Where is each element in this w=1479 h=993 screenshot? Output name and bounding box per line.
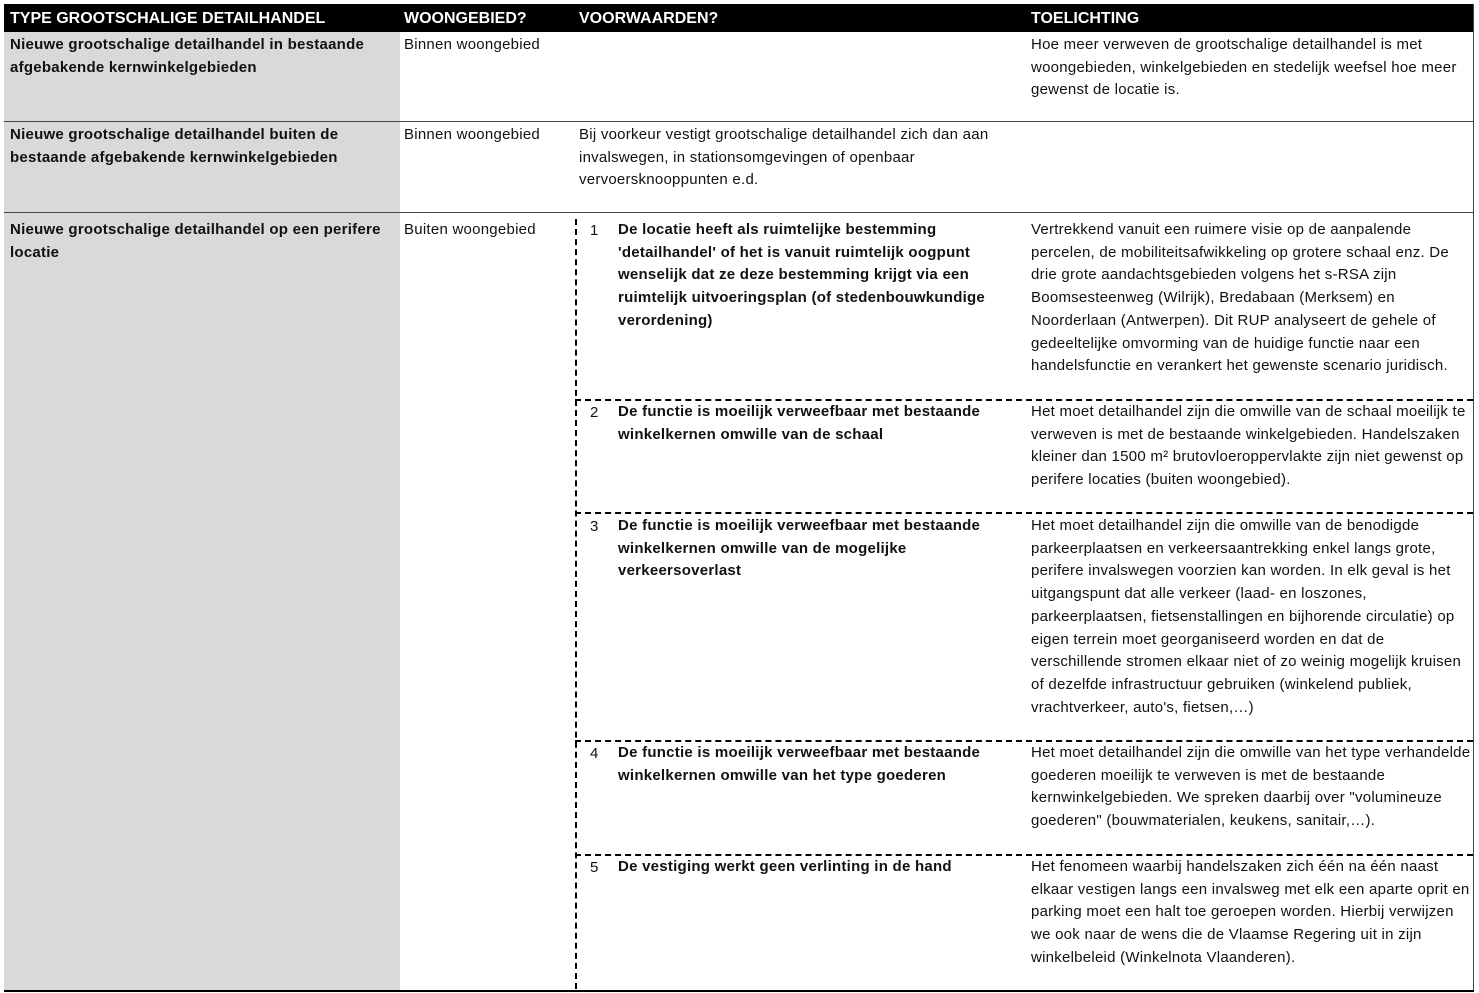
condition-number: 2	[590, 404, 599, 421]
condition-text: De functie is moeilijk verweefbaar met bestaande winkelkernen omwille van het type goederen	[618, 744, 981, 784]
row2-voorwaarden: Bij voorkeur vestigt grootschalige detailhandel zich dan aan invalswegen, in stationsomgevingen of openbaar vervoersknooppunten e.d.	[579, 126, 989, 189]
condition-number: 3	[590, 518, 599, 535]
row3-woongebied: Buiten woongebied	[404, 221, 536, 238]
row-divider	[4, 121, 1474, 122]
row1-woongebied: Binnen woongebied	[404, 36, 541, 53]
condition-text: De functie is moeilijk verweefbaar met bestaande winkelkernen omwille van de mogelijke verkeersoverlast	[618, 517, 981, 580]
condition-number: 1	[590, 222, 599, 239]
row2-type: Nieuwe grootschalige detailhandel buiten de bestaande afgebakende kernwinkelgebieden	[10, 126, 339, 166]
type-column-background	[4, 32, 400, 990]
condition-toelichting: Het moet detailhandel zijn die omwille van de schaal moeilijk te verweven is met de bestaande winkelgebieden. Handelszaken kleiner dan 1500 m² brutovloeroppervlakte zijn niet gewenst op perifere locaties (buiten woongebied).	[1031, 403, 1466, 489]
condition-toelichting: Het fenomeen waarbij handelszaken zich één na één naast elkaar vestigen langs een invalsweg met elk een aparte oprit en parking moet een halt toe geroepen worden. Hierbij verwijzen we ook naar de wens die de Vlaamse Regering uit in zijn winkelbeleid (Winkelnota Vlaanderen).	[1031, 858, 1470, 966]
condition-number: 4	[590, 745, 599, 762]
conditions-dashed-border	[575, 219, 577, 989]
condition-text: De locatie heeft als ruimtelijke bestemming 'detailhandel' of het is vanuit ruimtelijk oogpunt wenselijk dat ze deze bestemming krijgt via een ruimtelijk uitvoeringsplan (of stedenbouwkundige verordening)	[618, 221, 986, 329]
row2-woongebied: Binnen woongebied	[404, 126, 541, 143]
row3-type: Nieuwe grootschalige detailhandel op een perifere locatie	[10, 221, 381, 261]
table-bottom-border	[4, 990, 1474, 992]
table-header	[4, 4, 1474, 32]
condition-number: 5	[590, 859, 599, 876]
criteria-table	[4, 4, 1474, 990]
table-right-border	[1473, 4, 1474, 992]
condition-toelichting: Het moet detailhandel zijn die omwille van de benodigde parkeerplaatsen en verkeersaantrekking enkel langs grote, perifere invalswegen voorzien kan worden. In elk geval is het uitgangspunt dat alle verkeer (laad- en loszones, parkeerplaatsen, fietsenstallingen en bijhorende circulatie) op eigen terrein moet georganiseerd worden en dat de verschillende stromen elkaar niet of zo weinig mogelijk kruisen of dezelfde infrastructuur gebruiken (winkelend publiek, vrachtverkeer, auto's, fietsen,…)	[1031, 517, 1462, 716]
row-divider	[4, 212, 1474, 213]
header-woongebied: WOONGEBIED?	[404, 10, 527, 27]
row1-toelichting: Hoe meer verweven de grootschalige detailhandel is met woongebieden, winkelgebieden en stedelijk weefsel hoe meer gewenst de locatie is.	[1031, 36, 1457, 99]
header-toelichting: TOELICHTING	[1031, 10, 1140, 27]
condition-text: De functie is moeilijk verweefbaar met bestaande winkelkernen omwille van de schaal	[618, 403, 981, 443]
condition-text: De vestiging werkt geen verlinting in de hand	[618, 858, 952, 875]
header-type: TYPE GROOTSCHALIGE DETAILHANDEL	[10, 10, 326, 27]
row1-type: Nieuwe grootschalige detailhandel in bestaande afgebakende kernwinkelgebieden	[10, 36, 365, 76]
condition-toelichting: Het moet detailhandel zijn die omwille van het type verhandelde goederen moeilijk te verweven is met de bestaande kernwinkelgebieden. We spreken daarbij over "volumineuze goederen" (bouwmaterialen, keukens, sanitair,…).	[1031, 744, 1471, 830]
header-voorwaarden: VOORWAARDEN?	[579, 10, 719, 27]
condition-divider	[575, 512, 1473, 514]
condition-toelichting: Vertrekkend vanuit een ruimere visie op de aanpalende percelen, de mobiliteitsafwikkeling op grotere schaal enz. De drie grote aandachtsgebieden volgens het s-RSA zijn Boomsesteenweg (Wilrijk), Bredabaan (Merksem) en Noorderlaan (Antwerpen). Dit RUP analyseert de gehele of gedeeltelijke omvorming van de huidige functie naar een handelsfunctie en verankert het gewenste scenario juridisch.	[1031, 221, 1449, 375]
